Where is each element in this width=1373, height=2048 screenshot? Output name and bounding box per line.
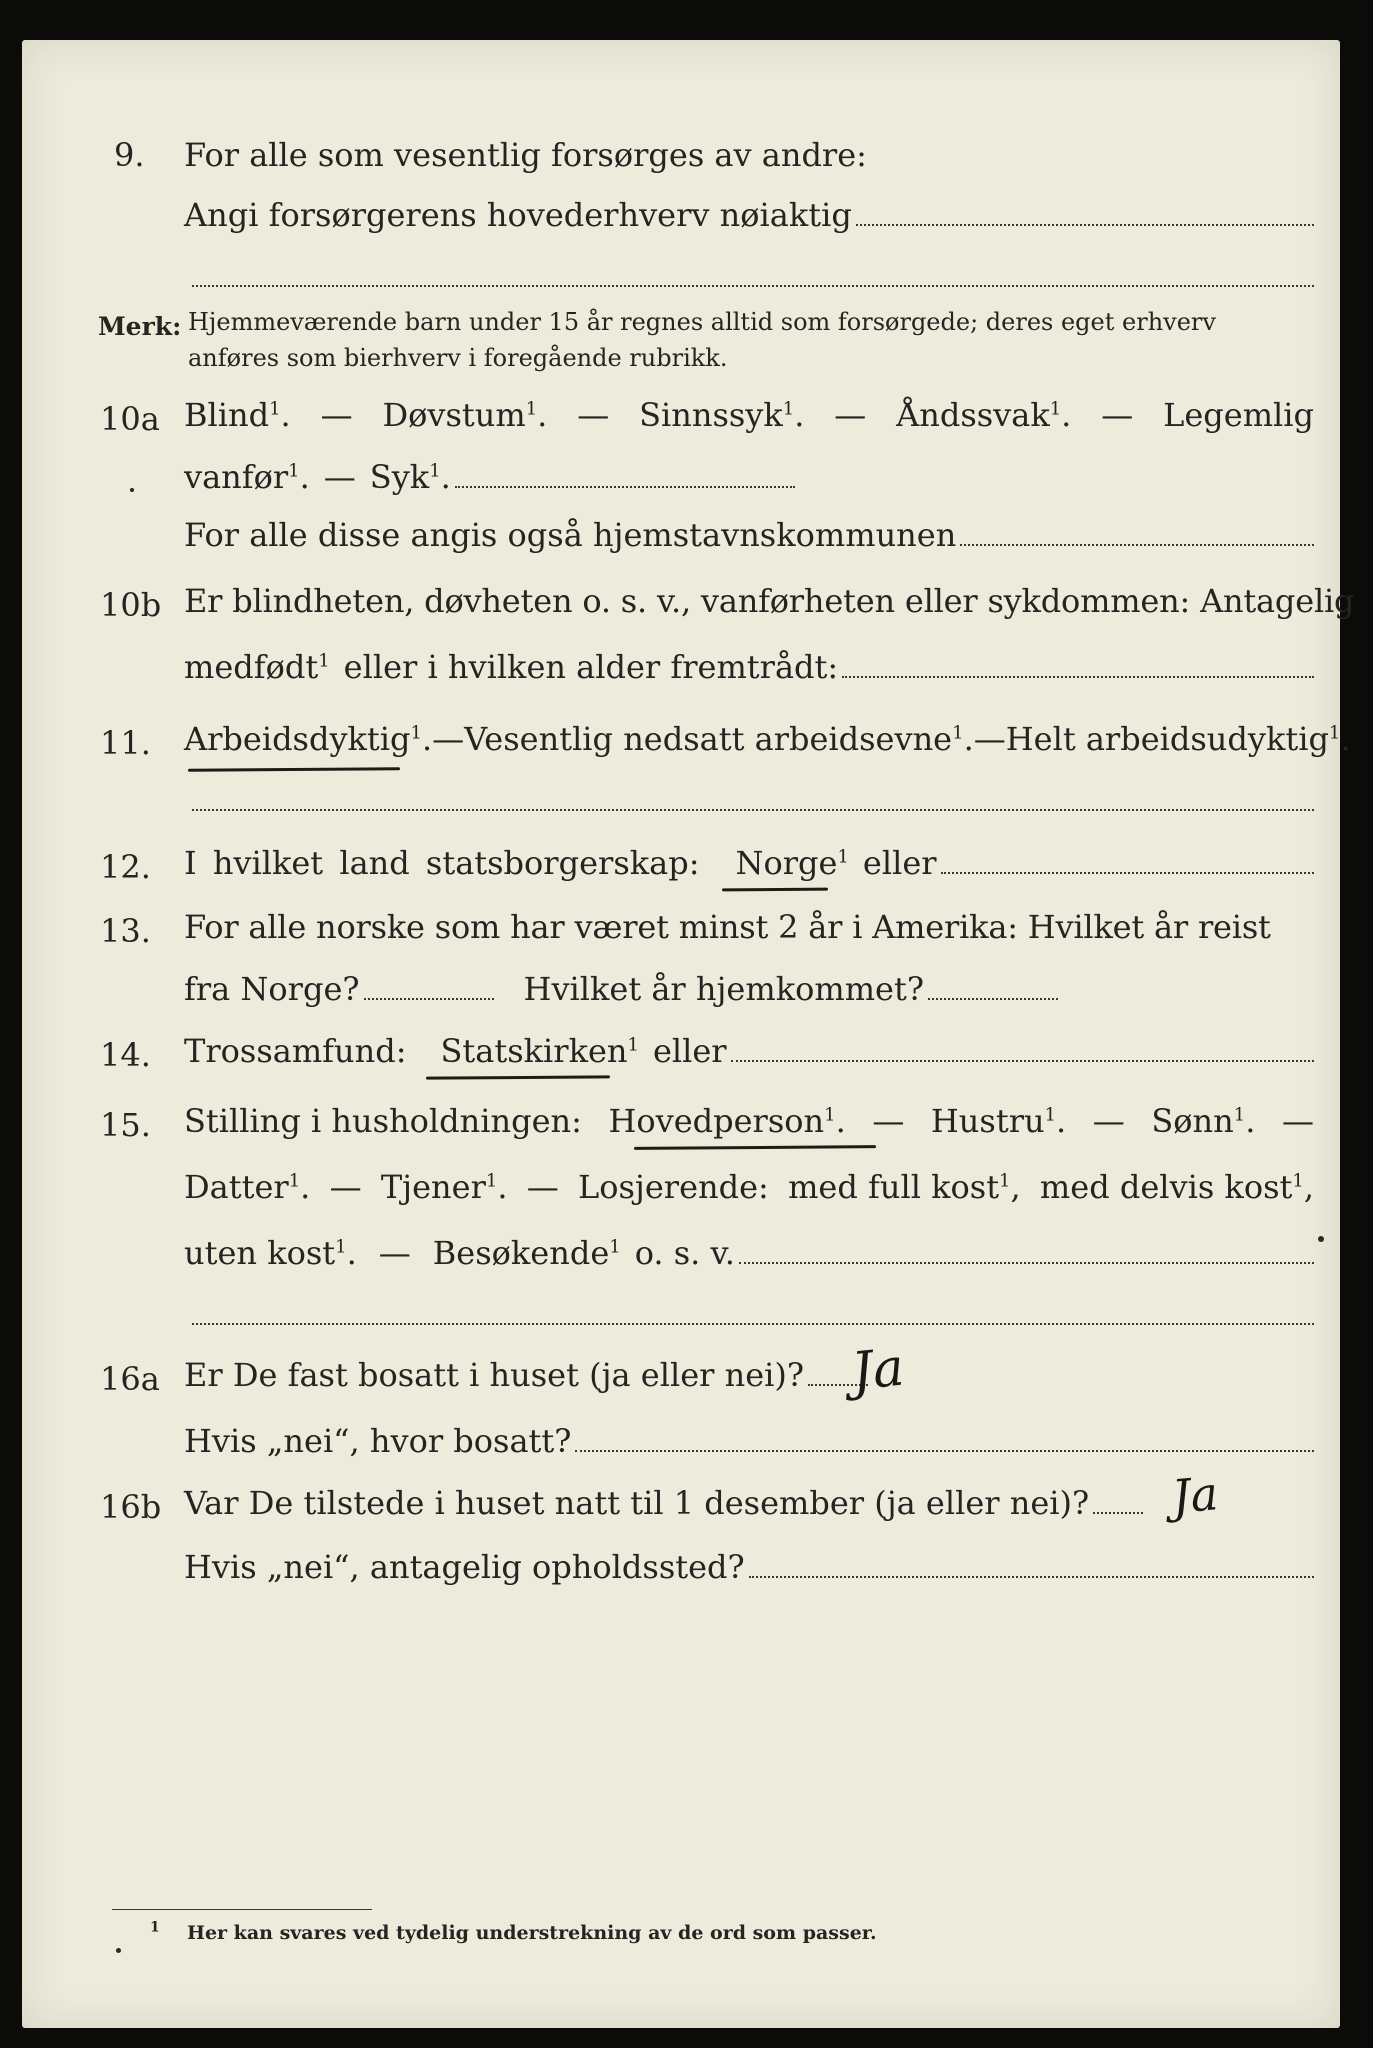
q9-answer-line[interactable] [856, 223, 1314, 226]
dash-separator: — [320, 396, 353, 434]
q12-prompt: I hvilket land statsborgerskap: [184, 844, 700, 882]
q14-prompt: Trossamfund: [184, 1032, 407, 1070]
q13-reist-prompt: fra Norge? [184, 970, 360, 1008]
q14-answer-line[interactable] [731, 1059, 1314, 1062]
footnote-rule [112, 1908, 372, 1910]
paper-speck [130, 488, 134, 492]
q12-option-norge[interactable]: Norge$^1$ [735, 844, 849, 882]
q12-eller: eller [862, 844, 937, 882]
q15-line1 [184, 1102, 1314, 1140]
q15-number: 15. [100, 1106, 151, 1144]
footnote-mark: 1 [150, 1919, 160, 1936]
merk-note-line1: Hjemmeværende barn under 15 år regnes alltid som forsørgede; deres eget erhverv [188, 308, 1216, 336]
q16a-line1 [184, 1356, 1314, 1394]
q16b-line1 [184, 1484, 1314, 1522]
q16b-opholdssted-prompt: Hvis „nei“, antagelig opholdssted? [184, 1548, 745, 1586]
q11-number: 11. [100, 724, 151, 762]
q15-answer-line[interactable] [739, 1261, 1314, 1264]
q13-line2 [184, 970, 1058, 1008]
q15-answer-line-2[interactable] [192, 1322, 1314, 1325]
q16b-number: 16b [100, 1488, 162, 1526]
q10a-hjemstavn-prompt: For alle disse angis også hjemstavnskommunen [184, 516, 957, 554]
q11-option-udyktig[interactable]: Helt arbeidsudyktig$^1$. [1005, 720, 1351, 758]
q14-line1 [184, 1032, 1314, 1070]
q16a-line2 [184, 1422, 1314, 1460]
q10a-hjemstavn-answer-line[interactable] [960, 543, 1314, 546]
merk-label: Merk: [98, 312, 182, 341]
paper-speck [116, 1948, 121, 1953]
q15-option-tjener[interactable]: Tjener$^1$. [380, 1168, 508, 1206]
dash-separator: — [432, 720, 465, 758]
q11-line1 [184, 720, 1351, 758]
q9-number: 9. [114, 136, 145, 174]
dash-separator: — [577, 396, 610, 434]
q13-number: 13. [100, 912, 151, 950]
merk-note-line2: anføres som bierhverv i foregående rubrikk. [188, 344, 728, 372]
q11-selected-underline [188, 767, 400, 771]
dash-separator: — [834, 396, 867, 434]
footnote-text: Her kan svares ved tydelig understrekning av de ord som passer. [187, 1922, 877, 1944]
q13-hjemkommet-answer-line[interactable] [928, 997, 1058, 1000]
q10a-option-dovstum[interactable]: Døvstum$^1$. [382, 396, 548, 434]
q10a-line2 [184, 458, 795, 496]
q15-prompt: Stilling i husholdningen: [184, 1102, 582, 1140]
q15-osv: o. s. v. [634, 1234, 735, 1272]
q10a-number: 10a [100, 400, 160, 438]
q14-option-statskirken[interactable]: Statskirken$^1$ [440, 1032, 639, 1070]
q15-option-uten-kost[interactable]: uten kost$^1$. [184, 1234, 357, 1272]
q10b-number: 10b [100, 586, 162, 624]
footnote [150, 1919, 877, 1944]
q16b-handwritten-answer: Ja [1169, 1466, 1221, 1524]
q14-eller: eller [652, 1032, 727, 1070]
paper-speck [1318, 1236, 1324, 1242]
q16b-question-text: Var De tilstede i huset natt til 1 desember (ja eller nei)? [184, 1484, 1090, 1522]
q9-line1 [184, 136, 867, 174]
q11-option-arbeidsdyktig[interactable]: Arbeidsdyktig$^1$. [184, 720, 433, 758]
merk-note [188, 304, 1216, 376]
q13-question-text: For alle norske som har været minst 2 år i Amerika: Hvilket år reist [184, 908, 1271, 946]
q12-answer-line[interactable] [941, 871, 1314, 874]
q16a-bosatt-prompt: Hvis „nei“, hvor bosatt? [184, 1422, 572, 1460]
q10b-alder-prompt: eller i hvilken alder fremtrådt: [343, 648, 839, 686]
q16b-line2 [184, 1548, 1314, 1586]
q15-option-sonn[interactable]: Sønn$^1$. [1151, 1102, 1256, 1140]
q15-line2 [184, 1168, 1314, 1206]
q10b-answer-line[interactable] [842, 675, 1314, 678]
q15-option-full-kost[interactable]: med full kost$^1$, [788, 1168, 1021, 1206]
dash-separator: — [378, 1234, 411, 1272]
q15-selected-underline [634, 1145, 876, 1150]
q16a-handwritten-answer: Ja [849, 1337, 907, 1403]
dash-separator: — [323, 458, 356, 496]
q16a-question-text: Er De fast bosatt i huset (ja eller nei)? [184, 1356, 805, 1394]
q15-option-hovedperson[interactable]: Hovedperson$^1$. [608, 1102, 846, 1140]
dash-separator: — [329, 1168, 362, 1206]
q11-answer-line[interactable] [192, 808, 1314, 811]
dash-separator: — [1092, 1102, 1125, 1140]
q16a-bosatt-answer-line[interactable] [575, 1449, 1314, 1452]
q14-selected-underline [426, 1075, 610, 1079]
q10a-option-syk[interactable]: Syk$^1$. [369, 458, 451, 496]
q10b-line2 [184, 648, 1314, 686]
q11-option-nedsatt[interactable]: Vesentlig nedsatt arbeidsevne$^1$. [464, 720, 974, 758]
q10a-syk-answer-line[interactable] [455, 485, 795, 488]
dash-separator: — [973, 720, 1006, 758]
census-form-page [22, 40, 1355, 2028]
q9-prompt-text: Angi forsørgerens hovederhverv nøiaktig [184, 196, 852, 234]
q10a-option-vanfor[interactable]: vanfør$^1$. [184, 458, 310, 496]
q16a-number: 16a [100, 1360, 160, 1398]
q10a-line1 [184, 396, 1314, 434]
q13-reist-answer-line[interactable] [364, 997, 494, 1000]
q9-answer-line-2[interactable] [192, 284, 1314, 287]
q9-line2 [184, 196, 1314, 234]
q16b-answer-line[interactable] [1093, 1511, 1143, 1514]
q10a-option-andssvak[interactable]: Åndssvak$^1$. [896, 396, 1072, 434]
q10b-option-medfodt[interactable]: medfødt$^1$ [184, 648, 330, 686]
q15-option-datter[interactable]: Datter$^1$. [184, 1168, 311, 1206]
q12-selected-underline [722, 888, 828, 892]
q15-line3 [184, 1234, 1314, 1272]
q12-number: 12. [100, 848, 151, 886]
q15-losjerende-label: Losjerende: [577, 1168, 769, 1206]
q12-line1 [184, 844, 1314, 882]
dash-separator: — [872, 1102, 905, 1140]
dash-separator: — [1281, 1102, 1314, 1140]
q15-option-hustru[interactable]: Hustru$^1$. [930, 1102, 1067, 1140]
q10b-line1 [184, 582, 1355, 620]
dash-separator: — [1101, 396, 1134, 434]
q15-option-besokende[interactable]: Besøkende$^1$ [432, 1234, 621, 1272]
dash-separator: — [526, 1168, 559, 1206]
q10a-option-sinnssyk[interactable]: Sinnssyk$^1$. [639, 396, 805, 434]
q10b-question-text: Er blindheten, døvheten o. s. v., vanførheten eller sykdommen: Antagelig [184, 582, 1355, 620]
q14-number: 14. [100, 1036, 151, 1074]
q16b-opholdssted-answer-line[interactable] [749, 1575, 1314, 1578]
q9-question-text: For alle som vesentlig forsørges av andre: [184, 136, 867, 174]
q10a-line3 [184, 516, 1314, 554]
q15-option-delvis-kost[interactable]: med delvis kost$^1$, [1039, 1168, 1314, 1206]
q10a-option-blind[interactable]: Blind$^1$. [184, 396, 291, 434]
q10a-option-legemlig[interactable]: Legemlig [1163, 396, 1314, 434]
q13-hjemkommet-prompt: Hvilket år hjemkommet? [523, 970, 924, 1008]
q13-line1 [184, 908, 1314, 946]
